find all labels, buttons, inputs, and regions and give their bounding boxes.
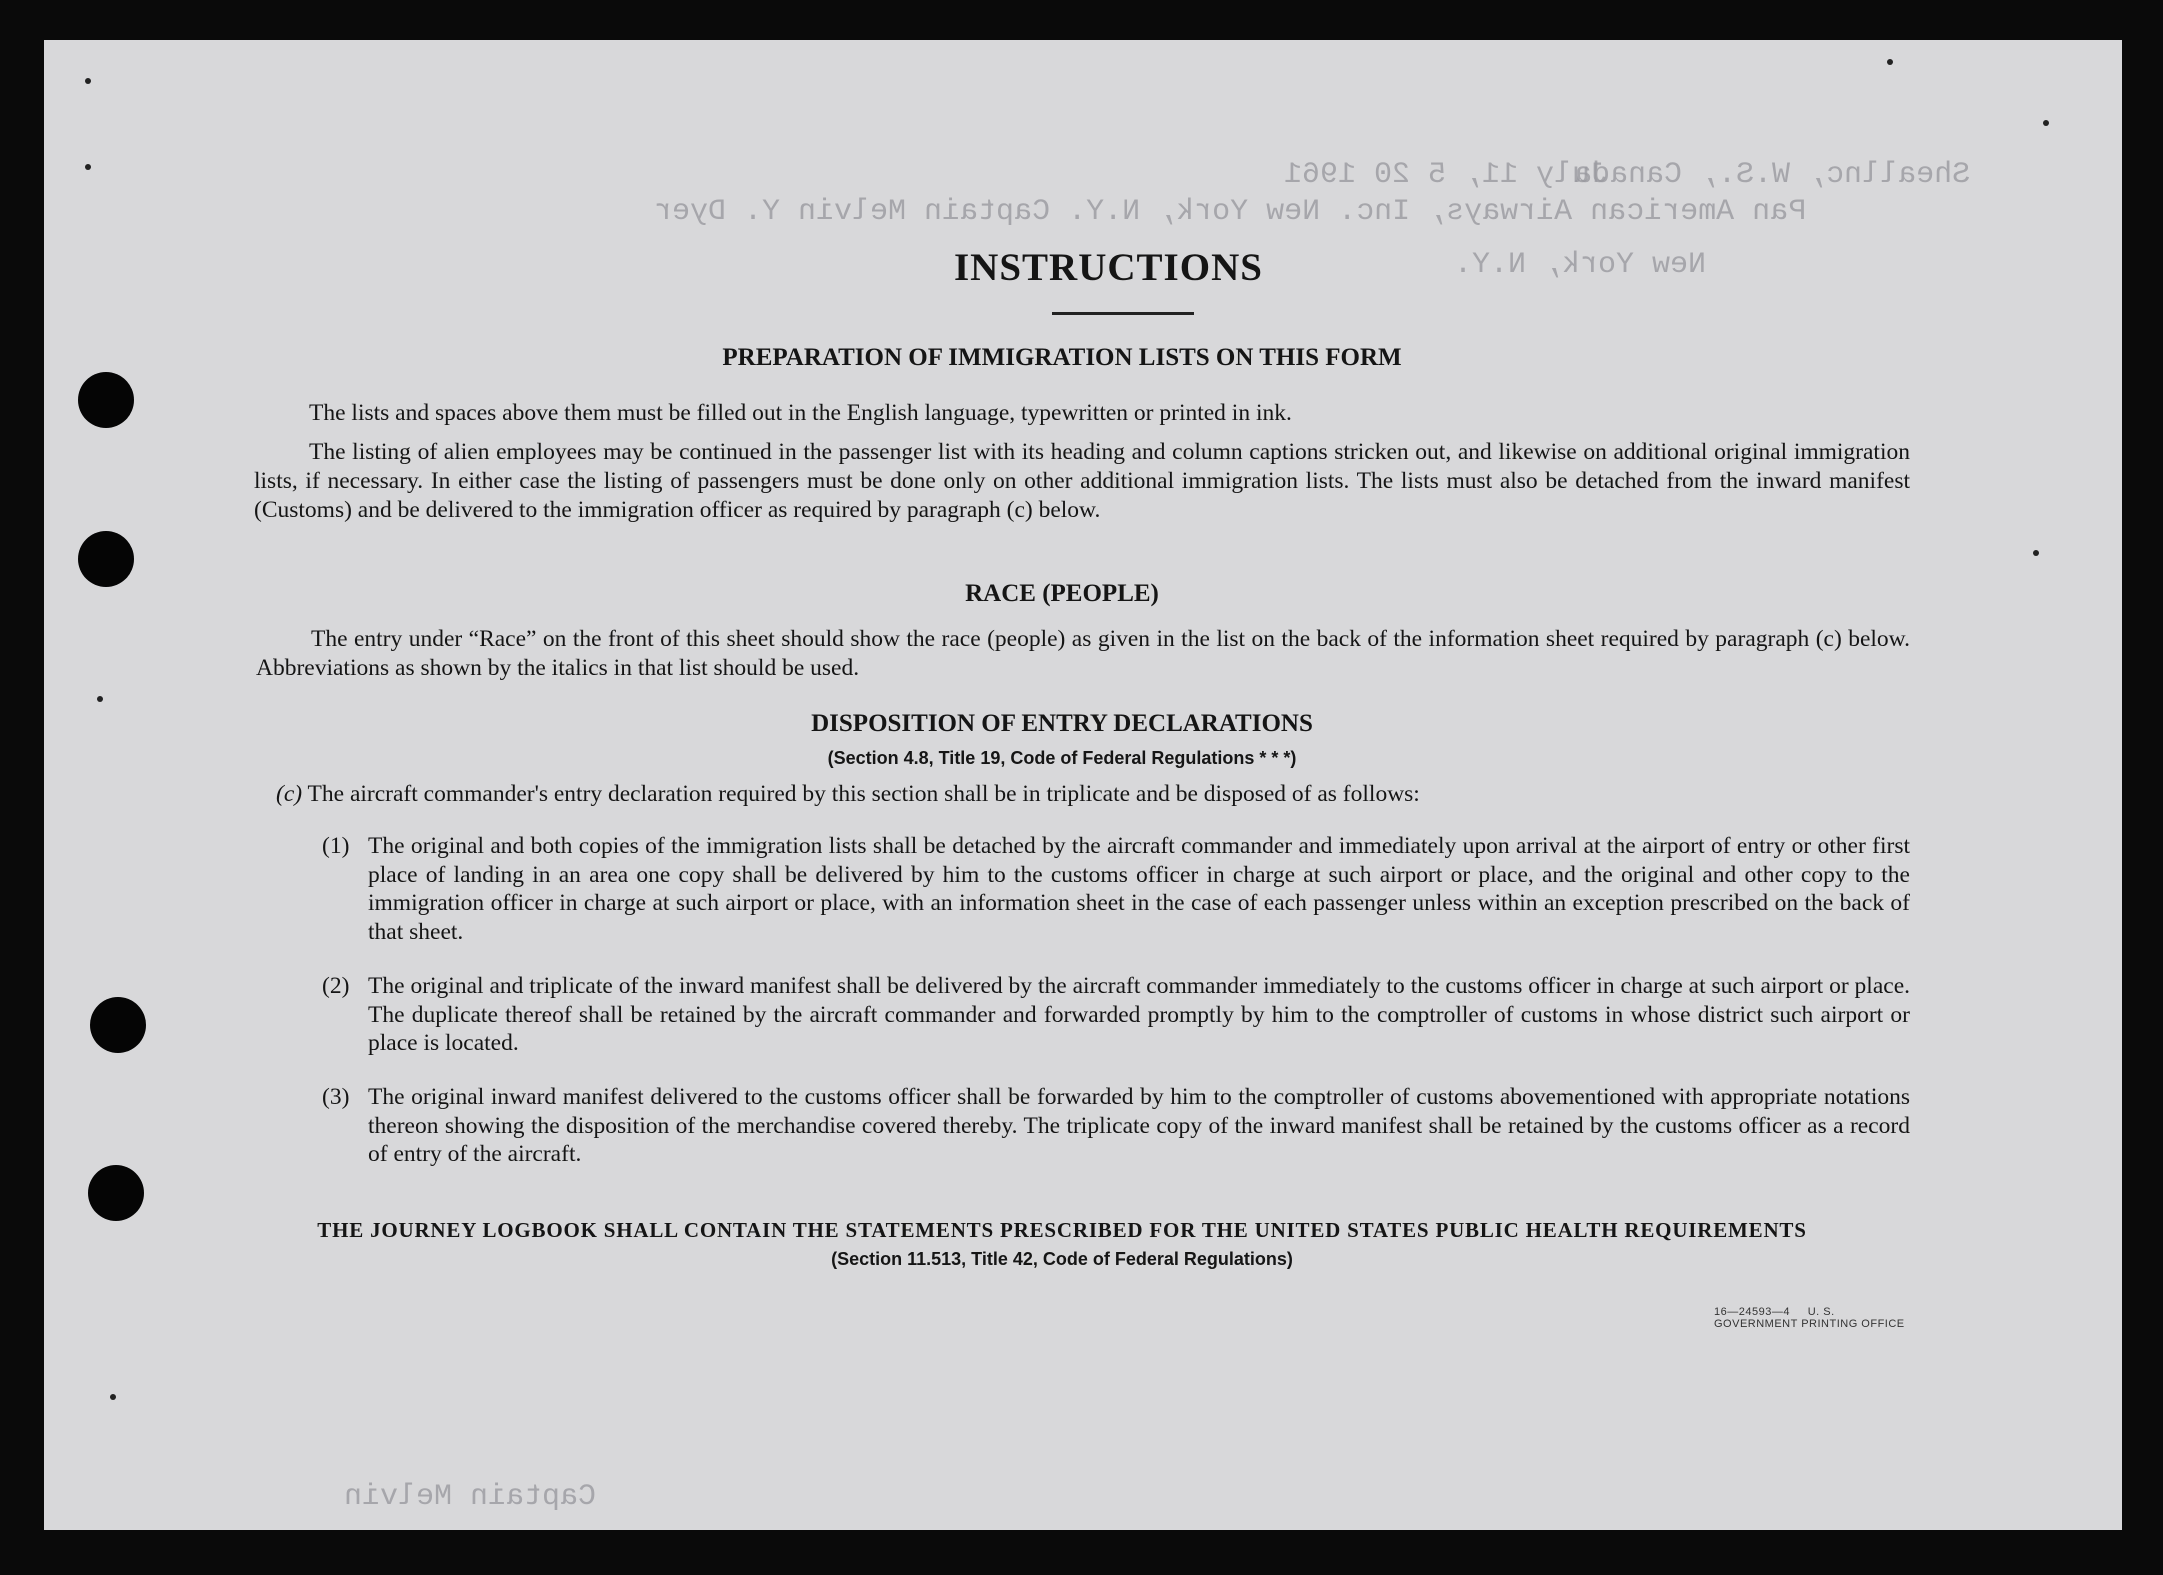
item-text: The original inward manifest delivered to the customs officer shall be forwarded by him to the comptroller of customs abovementioned with appropriate notations thereon showing the disposition of the merchandise covered thereby. The triplicate copy of the inward manifest shall be retained by the customs officer as a record of entry of the aircraft. [368, 1084, 1910, 1167]
scan-speck [85, 78, 91, 84]
list-item [322, 972, 1910, 1058]
scan-speck [110, 1394, 116, 1400]
preparation-paragraph-2: The listing of alien employees may be continued in the passenger list with its heading and column captions stricken out, and likewise on additional original immigration lists, if necessary. In either case the listing of passengers must be done only on other additional immigration lists. The lists must also be detached from the inward manifest (Customs) and be delivered to the immigration officer as required by paragraph (c) below. [254, 439, 1910, 523]
punch-hole [90, 997, 146, 1053]
intro-label: (c) [276, 781, 303, 807]
printer-imprint [1714, 1306, 1910, 1330]
intro-text: The aircraft commander's entry declaration required by this section shall be in triplicate and be disposed of as follows: [307, 781, 1420, 807]
scan-speck [85, 164, 91, 170]
preparation-paragraph-1: The lists and spaces above them must be filled out in the English language, typewritten or printed in ink. [309, 400, 1292, 426]
list-item [322, 1083, 1910, 1169]
bleed-through-text: Sheallnc, W.S., Canada [1574, 158, 1971, 192]
scan-speck [2033, 550, 2039, 556]
footer-statement: THE JOURNEY LOGBOOK SHALL CONTAIN THE STATEMENTS PRESCRIBED FOR THE UNITED STATES PUBLIC HEALTH REQUIREMENTS [317, 1218, 1807, 1242]
scan-speck [1887, 59, 1893, 65]
scan-speck [2043, 120, 2049, 126]
punch-hole [78, 372, 134, 428]
title-underline [1052, 312, 1194, 315]
bleed-through-text: July 11, 5 20 1961 [1284, 158, 1609, 192]
item-text: The original and triplicate of the inward manifest shall be delivered by the aircraft commander immediately to the customs officer in charge at such airport or place. The duplicate thereof shall be retained by the aircraft commander and forwarded promptly by him to the comptroller of customs in whose district such airport or place is located. [368, 973, 1910, 1056]
item-number: (1) [322, 833, 350, 859]
section-heading-race: RACE (PEOPLE) [965, 580, 1159, 607]
race-paragraph: The entry under “Race” on the front of this sheet should show the race (people) as given in the list on the back of the information sheet required by paragraph (c) below. Abbreviations as shown by the italics in that list should be used. [256, 626, 1910, 681]
disposition-intro [276, 780, 1910, 809]
disposition-citation: (Section 4.8, Title 19, Code of Federal Regulations * * *) [827, 748, 1297, 768]
footer-citation: (Section 11.513, Title 42, Code of Federal Regulations) [831, 1249, 1293, 1269]
section-heading-disposition: DISPOSITION OF ENTRY DECLARATIONS [811, 710, 1313, 737]
item-number: (3) [322, 1084, 350, 1110]
section-heading-preparation: PREPARATION OF IMMIGRATION LISTS ON THIS FORM [722, 344, 1402, 371]
scan-speck [97, 696, 103, 702]
item-number: (2) [322, 973, 350, 999]
bleed-through-text: New York, N.Y. [1454, 248, 1707, 282]
item-text: The original and both copies of the immigration lists shall be detached by the aircraft commander and immediately upon arrival at the airport of entry or other first place of landing in an area one copy shall be delivered by him to the customs officer in charge at such airport or place, and the original and other copy to the immigration officer in charge at such airport or place, with an information sheet in the case of each passenger unless within an exception prescribed on the back of that sheet. [368, 833, 1910, 945]
punch-hole [88, 1165, 144, 1221]
printer-name: U. S. GOVERNMENT PRINTING OFFICE [1714, 1306, 1905, 1330]
punch-hole [78, 531, 134, 587]
printer-code: 16—24593—4 [1714, 1306, 1790, 1318]
page-title: INSTRUCTIONS [954, 246, 1263, 289]
bleed-through-text: Captain Melvin [344, 1480, 597, 1514]
scanned-page [44, 40, 2122, 1530]
list-item [322, 832, 1910, 946]
bleed-through-text: Pan American Airways, Inc. New York, N.Y. Captain Melvin Y. Dyer [654, 195, 1807, 229]
